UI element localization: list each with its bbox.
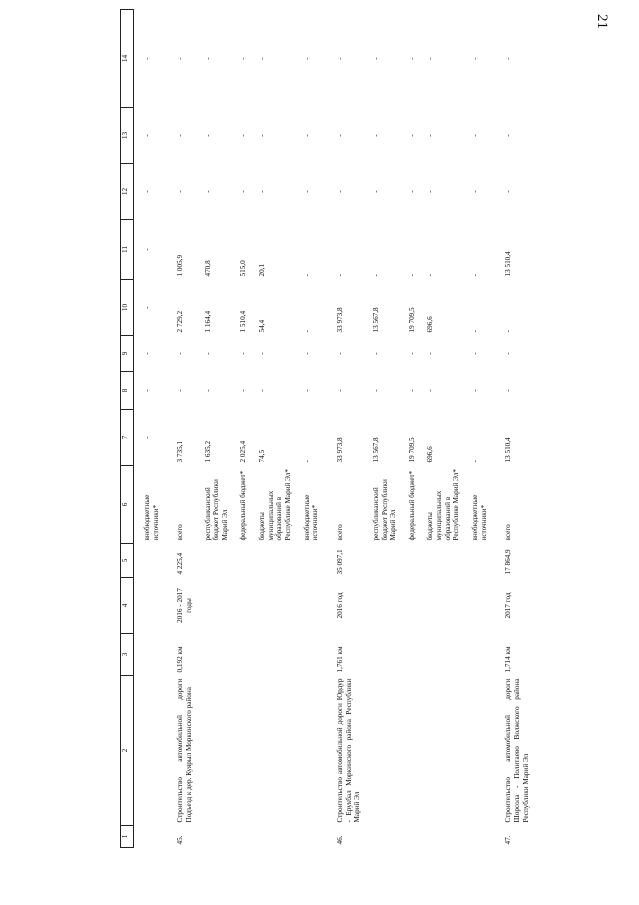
value-cell: 13 567,8: [371, 437, 380, 463]
value-cell: -: [143, 389, 151, 392]
row-number: 45.: [176, 835, 185, 845]
object-name: Строительство автомобильной дороги Подъезд к дер. Куярыл Моркинского района: [176, 678, 193, 823]
col-header: 12: [121, 164, 134, 220]
value-cell: -: [407, 389, 416, 392]
col-header: 4: [121, 578, 134, 634]
col-header: 1: [121, 826, 134, 848]
period: 2017 год: [504, 592, 513, 619]
value-cell: -: [176, 352, 185, 355]
table-row: [470, 10, 489, 848]
value-cell: -: [203, 190, 212, 193]
value-cell: -: [203, 134, 212, 137]
value-cell: 13 510,4: [504, 251, 513, 277]
col-header: 13: [121, 108, 134, 164]
value-cell: -: [407, 134, 416, 137]
value-cell: -: [143, 190, 151, 193]
value-cell: -: [407, 274, 416, 277]
value-cell: -: [335, 274, 344, 277]
value-cell: 2 729,2: [176, 310, 185, 333]
value-cell: -: [302, 57, 311, 60]
value-cell: 54,4: [258, 319, 267, 333]
value-cell: -: [239, 134, 248, 137]
source-cell: всего: [504, 524, 513, 541]
value-cell: -: [407, 57, 416, 60]
source-cell: внебюджетные источники*: [302, 494, 320, 541]
value-cell: -: [239, 352, 248, 355]
value-cell: -: [335, 57, 344, 60]
value-cell: 19 709,5: [407, 307, 416, 333]
value-cell: 1 005,9: [176, 254, 185, 277]
road-length: 1,761 км: [335, 646, 344, 673]
value-cell: -: [302, 352, 311, 355]
value-cell: -: [504, 330, 513, 333]
value-cell: 19 709,5: [407, 437, 416, 463]
value-cell: -: [471, 274, 480, 277]
col-header: 2: [121, 676, 134, 826]
value-cell: -: [504, 57, 513, 60]
value-cell: -: [143, 436, 151, 439]
value-cell: -: [258, 352, 267, 355]
table-row: [302, 10, 321, 848]
value-cell: 20,1: [258, 263, 267, 277]
table-row: [335, 10, 363, 848]
program-table: [120, 9, 531, 848]
value-cell: -: [143, 57, 151, 60]
value-cell: -: [143, 306, 151, 309]
col-header: 5: [121, 544, 134, 578]
col-header: 10: [121, 280, 134, 336]
table-row: [175, 10, 194, 848]
value-cell: -: [302, 190, 311, 193]
value-cell: -: [371, 389, 380, 392]
period: 2016 год: [335, 592, 344, 619]
source-cell: внебюджетные источники*: [143, 494, 160, 541]
value-cell: -: [258, 389, 267, 392]
value-cell: -: [258, 134, 267, 137]
value-cell: -: [426, 190, 435, 193]
value-cell: -: [176, 190, 185, 193]
value-cell: -: [239, 190, 248, 193]
value-cell: -: [302, 134, 311, 137]
source-cell: бюджеты муниципальных образований в Республике Марий Эл*: [426, 468, 461, 541]
estimated-cost: 35 097,1: [335, 549, 344, 575]
value-cell: -: [258, 190, 267, 193]
value-cell: -: [504, 352, 513, 355]
value-cell: -: [471, 134, 480, 137]
value-cell: -: [471, 352, 480, 355]
value-cell: -: [176, 57, 185, 60]
value-cell: -: [203, 352, 212, 355]
col-header: 9: [121, 336, 134, 372]
value-cell: -: [471, 190, 480, 193]
carry-over-row: [142, 10, 161, 848]
object-name: Строительство автомобильной дороги Шорсола - Политаево Волжского района Республики Марий Эл: [504, 678, 530, 823]
source-cell: всего: [176, 524, 185, 541]
value-cell: -: [407, 352, 416, 355]
value-cell: -: [471, 389, 480, 392]
estimated-cost: 4 225,4: [176, 552, 185, 575]
source-cell: республиканский бюджет Республики Марий Эл: [203, 479, 229, 541]
value-cell: 1 164,4: [203, 310, 212, 333]
value-cell: -: [504, 134, 513, 137]
source-cell: всего: [335, 524, 344, 541]
col-header: 14: [121, 10, 134, 108]
value-cell: -: [371, 352, 380, 355]
value-cell: -: [176, 134, 185, 137]
rotated-table-wrapper: [120, 10, 530, 848]
value-cell: 1 635,2: [203, 440, 212, 463]
col-header: 6: [121, 466, 134, 544]
value-cell: -: [258, 57, 267, 60]
value-cell: -: [471, 57, 480, 60]
value-cell: -: [426, 274, 435, 277]
value-cell: -: [504, 389, 513, 392]
source-cell: внебюджетные источники*: [471, 494, 488, 541]
value-cell: 2 025,4: [239, 440, 248, 463]
road-length: 1,714 км: [504, 646, 513, 673]
table-row: [407, 10, 418, 848]
col-header: 8: [121, 372, 134, 410]
row-number: 46.: [335, 835, 344, 845]
value-cell: -: [335, 190, 344, 193]
page-number: 21: [594, 14, 610, 29]
value-cell: -: [335, 134, 344, 137]
value-cell: -: [471, 330, 480, 333]
value-cell: 33 973,8: [335, 437, 344, 463]
object-name: Строительство автомобильной дороги Юрдур - Ерукбал Моркинского района Республики Марий Эл: [335, 678, 362, 823]
table-row: [503, 10, 531, 848]
period: 2016 - 2017 годы: [176, 588, 193, 623]
value-cell: -: [143, 248, 151, 251]
row-number: 47.: [504, 835, 513, 845]
value-cell: -: [302, 460, 311, 463]
value-cell: -: [371, 134, 380, 137]
value-cell: -: [407, 190, 416, 193]
col-header: 3: [121, 634, 134, 676]
value-cell: 696,6: [426, 316, 435, 333]
column-number-header: [121, 10, 134, 848]
value-cell: -: [143, 134, 151, 137]
table-row: [203, 10, 231, 848]
value-cell: -: [371, 57, 380, 60]
table-body: [121, 10, 532, 848]
source-cell: федеральный бюджет*: [239, 470, 248, 541]
source-cell: республиканский бюджет Республики Марий Эл: [371, 479, 398, 541]
value-cell: 13 510,4: [504, 437, 513, 463]
value-cell: -: [371, 274, 380, 277]
value-cell: -: [203, 57, 212, 60]
table-row: [425, 10, 462, 848]
col-header: 7: [121, 410, 134, 466]
value-cell: -: [335, 389, 344, 392]
value-cell: -: [239, 389, 248, 392]
value-cell: 74,5: [258, 449, 267, 463]
value-cell: -: [471, 460, 480, 463]
value-cell: -: [176, 389, 185, 392]
value-cell: -: [371, 190, 380, 193]
value-cell: 1 510,4: [239, 310, 248, 333]
value-cell: -: [504, 190, 513, 193]
road-length: 0,192 км: [176, 646, 185, 673]
value-cell: -: [335, 352, 344, 355]
table-row: [371, 10, 399, 848]
value-cell: 3 735,1: [176, 440, 185, 463]
source-cell: федеральный бюджет*: [407, 470, 416, 541]
value-cell: -: [143, 352, 151, 355]
value-cell: -: [302, 330, 311, 333]
table-row: [238, 10, 249, 848]
value-cell: -: [426, 389, 435, 392]
value-cell: 470,8: [203, 260, 212, 277]
value-cell: -: [302, 389, 311, 392]
estimated-cost: 17 864,9: [504, 549, 513, 575]
value-cell: 33 973,8: [335, 307, 344, 333]
value-cell: -: [239, 57, 248, 60]
value-cell: 515,0: [239, 260, 248, 277]
value-cell: -: [426, 134, 435, 137]
value-cell: 696,6: [426, 446, 435, 463]
col-header: 11: [121, 220, 134, 280]
value-cell: -: [203, 389, 212, 392]
table-row: [257, 10, 294, 848]
source-cell: бюджеты муниципальных образований в Республике Марий Эл*: [258, 468, 293, 541]
value-cell: 13 567,8: [371, 307, 380, 333]
value-cell: -: [302, 274, 311, 277]
value-cell: -: [426, 57, 435, 60]
value-cell: -: [426, 352, 435, 355]
